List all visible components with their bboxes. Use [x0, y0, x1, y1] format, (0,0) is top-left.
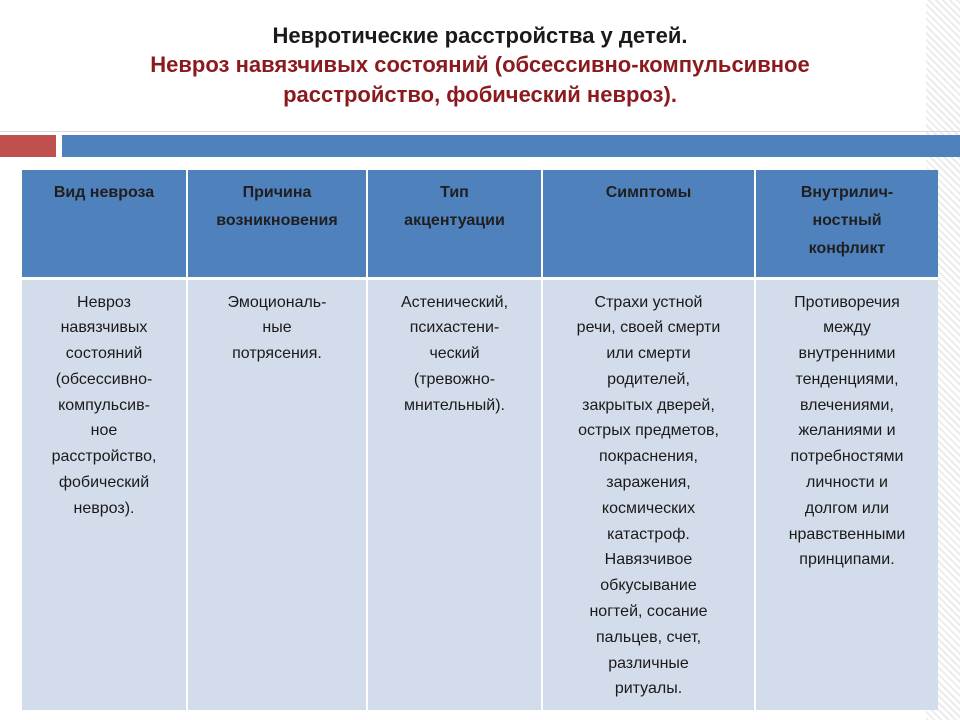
title-subheading-line-1: Невроз навязчивых состояний (обсессивно-компульсивное [150, 52, 810, 77]
cell-line: речи, своей смерти [576, 319, 721, 337]
title-subheading-line-2: расстройство, фобический невроз). [283, 82, 677, 107]
cell-cause [187, 278, 367, 710]
header-line: Вид невроза [53, 184, 155, 201]
cell-line: состояний [65, 345, 143, 363]
neurosis-table [22, 170, 938, 710]
cell-line: ческий [429, 345, 480, 363]
cell-line: покраснения, [599, 448, 698, 466]
cell-line: ритуалы. [614, 680, 683, 698]
neurosis-table-grid [22, 170, 938, 710]
cell-line: между [823, 319, 871, 337]
cell-line: расстройство, [51, 448, 157, 466]
header-line: Причина [242, 184, 312, 201]
cell-line: влечениями, [800, 396, 894, 414]
cell-line: космических [601, 499, 696, 517]
divider-red-block [0, 135, 56, 157]
header-line: Внутрилич- [800, 184, 894, 201]
cell-line: навязчивых [60, 319, 148, 337]
cell-line: фобический [58, 474, 150, 492]
header-internal-conflict [755, 170, 938, 278]
cell-line: личности и [806, 474, 888, 492]
cell-line: Эмоциональ- [227, 293, 327, 311]
header-line: возникновения [216, 212, 338, 229]
cell-line: или смерти [606, 345, 691, 363]
header-line: конфликт [808, 240, 886, 257]
cell-line: пальцев, счет, [595, 628, 702, 646]
cell-line: ное [90, 422, 118, 440]
divider-blue-bar [62, 135, 960, 157]
cell-line: внутренними [798, 345, 896, 363]
cell-line: ные [262, 319, 292, 337]
table-header-row [22, 170, 938, 278]
cell-line: различные [608, 654, 689, 672]
cell-line: долгом или [804, 499, 890, 517]
slide-title [40, 22, 920, 110]
cell-line: Страхи устной [594, 293, 703, 311]
header-neurosis-type [22, 170, 187, 278]
cell-line: (обсессивно- [55, 370, 153, 388]
cell-line: Навязчивое [604, 551, 693, 569]
cell-line: Противоречия [794, 293, 900, 311]
header-line: Симптомы [605, 184, 692, 201]
cell-line: (тревожно- [413, 370, 496, 388]
cell-line: компульсив- [58, 396, 150, 414]
cell-line: острых предметов, [578, 422, 719, 440]
cell-line: принципами. [799, 551, 895, 569]
table-row [22, 278, 938, 710]
cell-line: тенденциями, [795, 370, 899, 388]
header-line: Тип [440, 184, 469, 201]
cell-line: Астенический, [400, 293, 509, 311]
cell-line: катастроф. [607, 525, 690, 543]
divider-thin-line [0, 131, 960, 132]
header-line: акцентуации [404, 212, 505, 229]
cell-line: Невроз [77, 293, 131, 311]
cell-line: психастени- [409, 319, 500, 337]
cell-line: мнительный). [403, 396, 505, 414]
cell-line: желаниями и [798, 422, 896, 440]
cell-line: родителей, [607, 370, 690, 388]
title-heading: Невротические расстройства у детей. [272, 23, 688, 48]
cell-symptoms [542, 278, 755, 710]
cell-line: обкусывание [600, 577, 697, 595]
cell-line: нравственными [788, 525, 906, 543]
cell-neurosis-type [22, 278, 187, 710]
cell-accentuation-type [367, 278, 542, 710]
cell-line: ногтей, сосание [589, 603, 708, 621]
cell-line: потребностями [790, 448, 904, 466]
header-symptoms [542, 170, 755, 278]
header-line: ностный [812, 212, 882, 229]
cell-line: закрытых дверей, [582, 396, 715, 414]
header-cause [187, 170, 367, 278]
cell-line: потрясения. [232, 345, 322, 363]
header-accentuation-type [367, 170, 542, 278]
cell-line: заражения, [606, 474, 691, 492]
cell-line: невроз). [73, 499, 135, 517]
cell-internal-conflict [755, 278, 938, 710]
